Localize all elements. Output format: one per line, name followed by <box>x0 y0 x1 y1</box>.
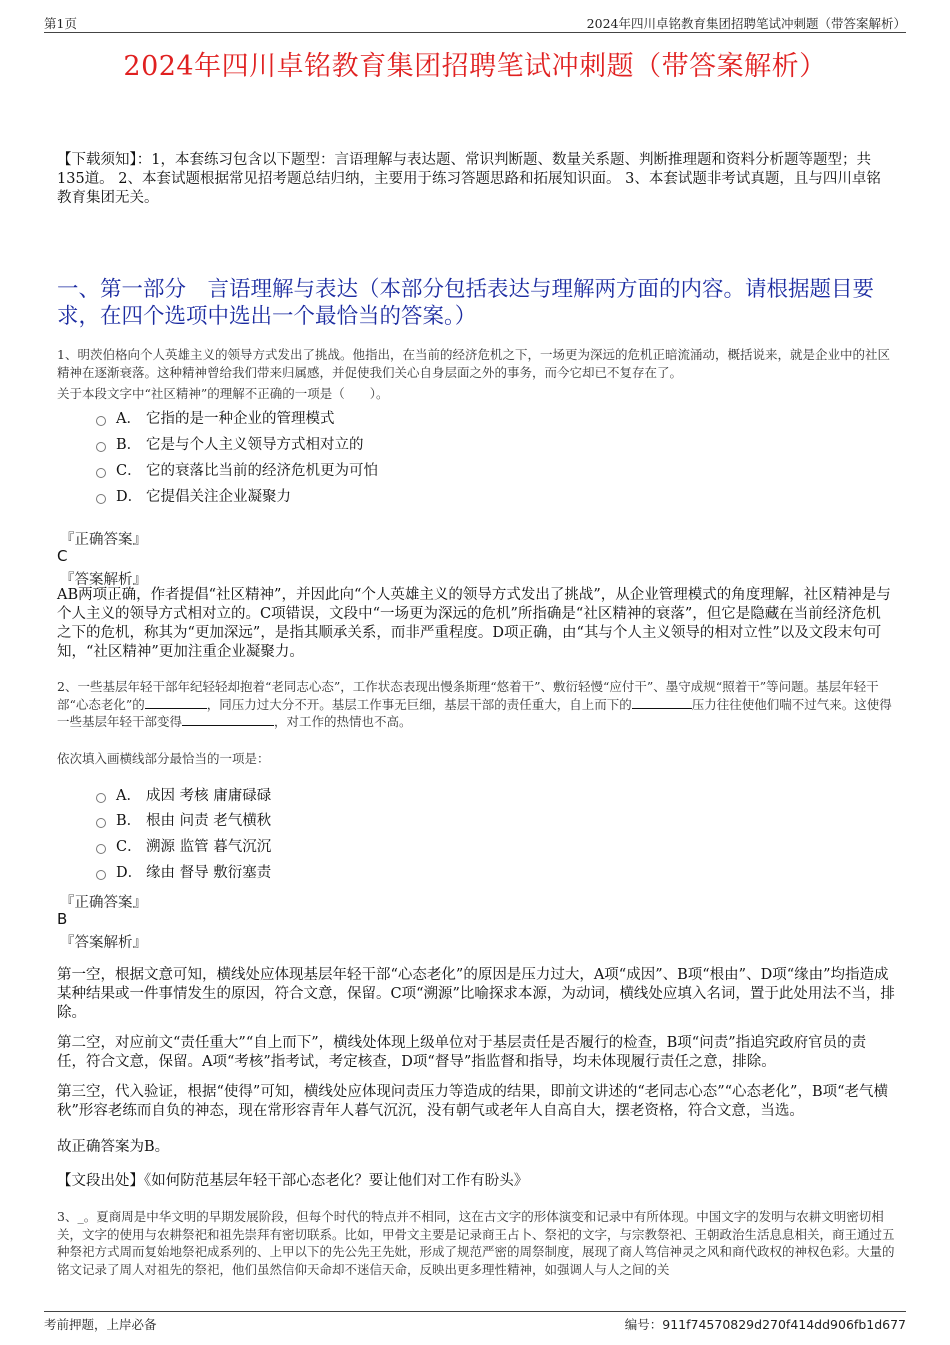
radio-icon[interactable] <box>96 818 106 828</box>
q3-stem: 3、_。夏商周是中华文明的早期发展阶段，但每个时代的特点并不相同，这在古文字的形体演变和记录中有所体现。中国文字的发明与农耕文明密切相关，文字的使用与农耕祭祀和祖先崇拜有密切联系。比如，甲骨文主要是记录商王占卜、祭祀的文字，与宗教祭祀、王朝政治生活息息相关，商王通过五种祭祀方式周而复始地祭祀成系列的、上甲以下的先公先王先妣，形成了规范严密的周祭制度，展现了商人笃信神灵之风和商代政权的神权色彩。大量的铭文记录了周人对祖先的祭祀，他们虽然信仰天命却不迷信天命，反映出更多理性精神，如强调人与人之间的关 <box>57 1209 895 1277</box>
q2-analysis-p3: 第三空，代入验证，根据“使得”可知，横线处应体现问责压力等造成的结果，即前文讲述的“老同志心态”“心态老化”，B项“老气横秋”形容老练而自负的神态，现在常形容青年人暮气沉沉，没有朝气或老年人自高自大，摆老资格，符合文意，当选。 <box>57 1084 889 1119</box>
q2-answer: B <box>57 910 68 928</box>
q2-source: 【文段出处】《如何防范基层年轻干部心态老化？要让他们对工作有盼头》 <box>57 1173 529 1189</box>
section-heading: 一、第一部分 言语理解与表达（本部分包括表达与理解两方面的内容。请根据题目要求，在四个选项中选出一个最恰当的答案。） <box>57 277 875 329</box>
q1-question: 关于本段文字中“社区精神”的理解不正确的一项是（ ）。 <box>57 386 389 401</box>
q2-analysis-p2: 第二空，对应前文“责任重大”“自上而下”，横线处体现上级单位对于基层责任是否履行的检查，B项“问责”指追究政府官员的责任，符合文意，保留。A项“考核”指考试，考定核查，D项“督导”指监督和指导，均未体现履行责任之意，排除。 <box>57 1035 867 1070</box>
radio-icon[interactable] <box>96 442 106 452</box>
q2-question: 依次填入画横线部分最恰当的一项是： <box>57 751 270 766</box>
radio-icon[interactable] <box>96 468 106 478</box>
page-header <box>44 14 906 33</box>
radio-icon[interactable] <box>96 870 106 880</box>
header-doc-title: 2024年四川卓铭教育集团招聘笔试冲刺题（带答案解析） <box>586 16 906 31</box>
footer-slogan: 考前押题，上岸必备 <box>44 1317 157 1332</box>
q2-stem: 2、一些基层年轻干部年纪轻轻却抱着“老同志心态”，工作状态表现出慢条斯理“悠着干”、敷衍轻慢“应付干”、墨守成规“照着干”等问题。基层年轻干部“心态老化”的 ，同压力过大分不开。基层工作事无巨细，基层干部的责任重大，自上而下的 压力往往使他们喘不过气来。这使得一些基层年轻干部变得 ，对工作的热情也不高。 <box>57 679 892 729</box>
q2-option-a[interactable]: A． 成因 考核 庸庸碌碌 <box>96 786 271 806</box>
q1-stem: 1、明茨伯格向个人英雄主义的领导方式发出了挑战。他指出，在当前的经济危机之下，一场更为深远的危机正暗流涌动，概括说来，就是企业中的社区精神在逐渐衰落。这种精神曾给我们带来归属感，并促使我们关心自身层面之外的事务，而今它却已不复存在了。 <box>57 347 890 380</box>
q1-option-b[interactable]: B． 它是与个人主义领导方式相对立的 <box>96 435 364 455</box>
doc-code: 编号：911f74570829d270f414dd906fb1d677 <box>624 1317 906 1332</box>
q1-option-d[interactable]: D． 它提倡关注企业凝聚力 <box>96 487 291 507</box>
q2-option-b[interactable]: B． 根由 问责 老气横秋 <box>96 811 271 831</box>
q2-analysis-label: 『答案解析』 <box>60 935 147 951</box>
q1-answer: C <box>57 547 68 565</box>
radio-icon[interactable] <box>96 416 106 426</box>
page-footer <box>44 1311 906 1332</box>
page-number: 第1页 <box>44 16 77 31</box>
radio-icon[interactable] <box>96 494 106 504</box>
q2-analysis-p1: 第一空，根据文意可知，横线处应体现基层年轻干部“心态老化”的原因是压力过大，A项“成因”、B项“根由”、D项“缘由”均指造成某种结果或一件事情发生的原因，符合文意，保留。C项“溯源”比喻探求本源，为动词，横线处应填入名词，置于此处用法不当，排除。 <box>57 967 895 1021</box>
q1-analysis-label: 『答案解析』 <box>60 572 147 588</box>
q2-answer-label: 『正确答案』 <box>60 895 147 911</box>
q1-option-a[interactable]: A． 它指的是一种企业的管理模式 <box>96 409 335 429</box>
q2-conclusion: 故正确答案为B。 <box>57 1139 170 1155</box>
radio-icon[interactable] <box>96 844 106 854</box>
download-notice: 【下载须知】：1，本套练习包含以下题型：言语理解与表达题、常识判断题、数量关系题、判断推理题和资料分析题等题型；共135道。 2、本套试题根据常见招考题总结归纳，主要用于练习答题思路和拓展知识面。 3、本套试题非考试真题，且与四川卓铭教育集团无关。 <box>57 152 881 206</box>
q2-option-d[interactable]: D． 缘由 督导 敷衍塞责 <box>96 863 271 883</box>
q1-answer-label: 『正确答案』 <box>60 532 147 548</box>
q1-option-c[interactable]: C． 它的衰落比当前的经济危机更为可怕 <box>96 461 378 481</box>
q1-analysis: AB两项正确，作者提倡“社区精神”，并因此向“个人英雄主义的领导方式发出了挑战”，从企业管理模式的角度理解，社区精神是与个人主义的领导方式相对立的。C项错误，文段中“一场更为深远的危机”所指确是“社区精神的衰落”，但它是隐藏在当前经济危机之下的危机，称其为“更加深远”，是指其顺承关系，而非严重程度。D项正确，由“其与个人主义领导的相对立性”以及文段末句可知，“社区精神”更加注重企业凝聚力。 <box>57 587 891 660</box>
q2-option-c[interactable]: C． 溯源 监管 暮气沉沉 <box>96 837 271 857</box>
page-title: 2024年四川卓铭教育集团招聘笔试冲刺题（带答案解析） <box>123 51 827 82</box>
radio-icon[interactable] <box>96 793 106 803</box>
